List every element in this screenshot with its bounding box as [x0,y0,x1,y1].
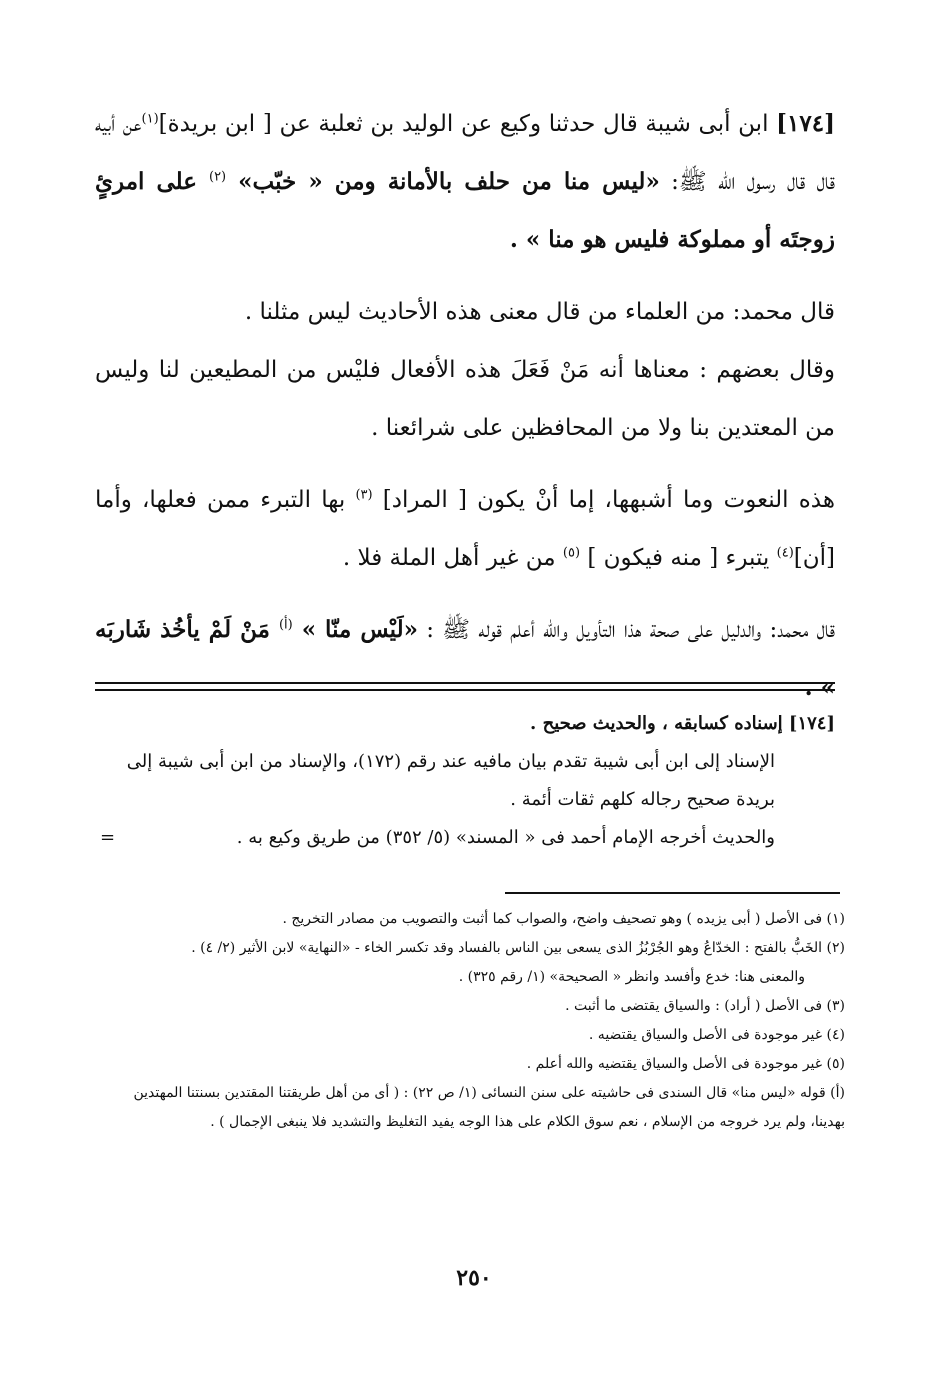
hadith-matn-cont: على امرئٍ زوجتَه أو مملوكة فليس هو منا » . [95,168,835,253]
isnad-text-cont: عن أبيه قال قال رسول الله ﷺ: [95,111,835,195]
takhrij-section [100,705,835,857]
commentary-paragraph-2: وقال بعضهم : معناها أنه مَنْ فَعَلَ هذه الأفعال فليْس من المطيعين لنا وليس من المعتدين بنا ولا من المحافظين على شرائعنا . [95,357,835,441]
commentary-text: هذه النعوت وما أشبهها، إما أنْ يكون [ المراد] [372,487,836,513]
hadith-quote: «لَيْس منّا » [292,616,418,643]
commentary-text: قال محمد: والدليل على صحة هذا التأويل والله أعلم قوله ﷺ : [417,617,835,643]
footnote-ref-2: (٢) [208,169,227,185]
hadith-quote-cont: مَنْ لَمْ يأخُذ شَاربَه » . [95,616,835,701]
footnote-3: (٣) فى الأصل ( أراد) : والسياق يقتضى ما أثبت . [565,998,845,1014]
commentary-text: من غير أهل الملة فلا . [342,545,563,571]
takhrij-line-2-text: والحديث أخرجه الإمام أحمد فى « المسند» (٥/ ٣٥٢) من طريق وكيع به . [236,827,775,848]
takhrij-heading: [١٧٤] إسناده كسابقه ، والحديث صحيح . [530,713,835,734]
commentary-paragraph-3 [95,471,835,587]
hadith-number: [١٧٤] [776,110,835,137]
footnote-1: (١) فى الأصل ( أبى يزيده ) وهو تصحيف واضح، والصواب كما أثبت والتصويب من مصادر التخريج . [282,911,845,927]
footnote-divider [505,892,840,894]
hadith-paragraph-1 [95,95,835,269]
isnad-text: ابن أبى شيبة قال حدثنا وكيع عن الوليد بن ثعلبة عن [ ابن بريدة] [158,111,777,137]
commentary-paragraph-4 [95,601,835,717]
takhrij-line-1: الإسناد إلى ابن أبى شيبة تقدم بيان مافيه عند رقم (١٧٢)، والإسناد من ابن أبى شيبة إلى بريدة صحيح رجاله كلهم ثقات أئمة . [126,751,775,810]
page-number: ٢٥٠ [456,1265,492,1291]
commentary-paragraph-1: قال محمد: من العلماء من قال معنى هذه الأحاديث ليس مثلنا . [244,299,835,325]
commentary-text: بها التبرء ممن فعلها، وأما [أن] [95,487,835,571]
footnote-a: (أ) قوله «ليس منا» قال السندى فى حاشيته على سنن النسائى (١/ ص ٢٢) : ( أى من أهل طريقتنا المقتدين بسنتنا المهتدين بهدينا، ولم يرد خروجه من الإسلام ، نعم سوق الكلام على هذا الوجه يفيد التغليظ والتشديد فلا ينبغى الإجمال ) . [133,1085,845,1130]
footnote-5: (٥) غير موجودة فى الأصل والسياق يقتضيه والله أعلم . [526,1056,845,1072]
takhrij-line-2 [100,819,835,857]
section-divider [95,682,835,691]
continuation-mark: = [100,827,116,848]
footnote-2-continued: والمعنى هنا: خدع وأفسد وانظر « الصحيحة» (١/ رقم ٣٢٥) . [458,969,805,985]
footnote-2: (٢) الخَبُّ بالفتح : الخدّاعُ وهو الجُرْبُزُ الذى يسعى بين الناس بالفساد وقد تكسر الخاء - «النهاية» لابن الأثير (٢/ ٤) . [191,940,845,956]
footnote-ref-1: (١) [141,111,159,127]
commentary-text: يتبرء [ منه فيكون ] [580,545,777,571]
footnote-ref-a: (أ) [278,617,293,633]
footnotes [100,905,845,1137]
footnote-4: (٤) غير موجودة فى الأصل والسياق يقتضيه . [588,1027,845,1043]
footnote-ref-5: (٥) [562,545,581,561]
footnote-ref-4: (٤) [776,545,794,561]
hadith-matn: «ليس منا من حلف بالأمانة ومن « خبّب» [226,168,660,195]
footnote-ref-3: (٣) [355,487,373,503]
hadith-text [95,95,835,717]
